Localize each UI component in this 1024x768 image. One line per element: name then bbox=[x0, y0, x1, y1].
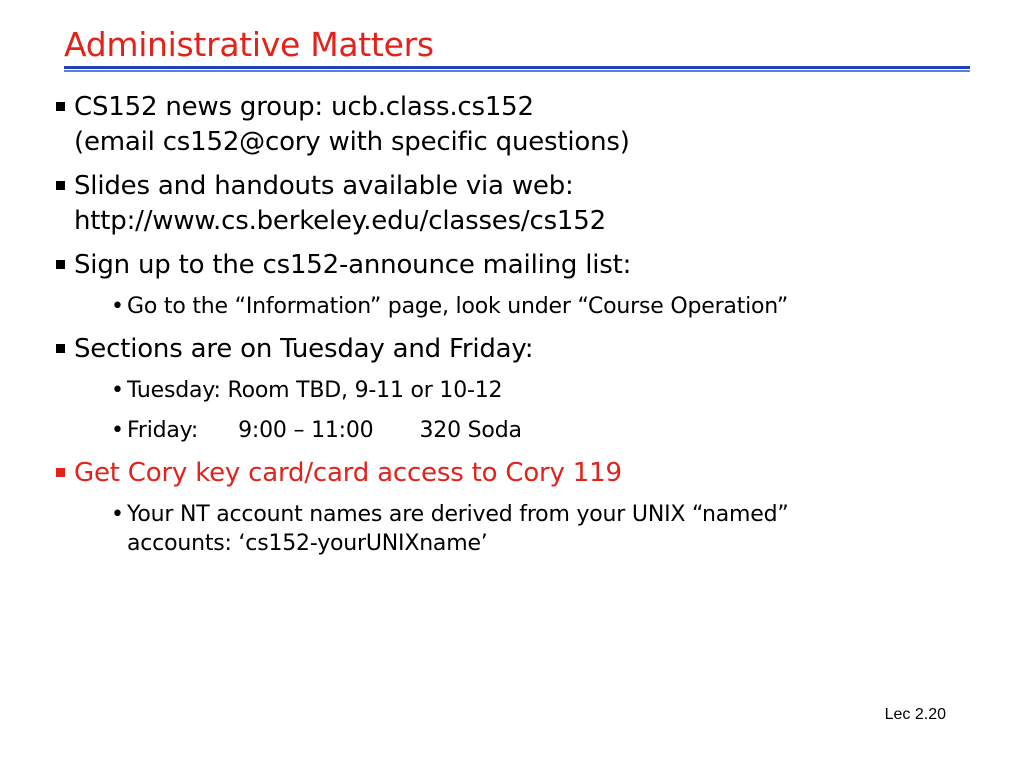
subbullet-tuesday bbox=[111, 376, 986, 405]
bullet-line: CS152 news group: ucb.class.cs152 bbox=[74, 92, 534, 122]
bullet-line: http://www.cs.berkeley.edu/classes/cs152 bbox=[74, 206, 606, 236]
subbullet-line: Go to the “Information” page, look under “Course Operation” bbox=[127, 294, 789, 319]
subbullet-info-page bbox=[111, 292, 986, 321]
bullet-line: Sections are on Tuesday and Friday: bbox=[74, 334, 534, 364]
square-bullet-icon bbox=[56, 181, 65, 190]
subbullet-line: Your NT account names are derived from your UNIX “named” bbox=[127, 502, 789, 527]
bullet-line: Get Cory key card/card access to Cory 119 bbox=[74, 458, 622, 488]
dot-bullet-icon: • bbox=[111, 378, 124, 403]
dot-bullet-icon: • bbox=[111, 294, 124, 319]
dot-bullet-icon: • bbox=[111, 502, 124, 527]
title-underline-secondary bbox=[64, 70, 970, 72]
square-bullet-icon bbox=[56, 260, 65, 269]
square-bullet-icon bbox=[56, 102, 65, 111]
subbullet-friday bbox=[111, 416, 986, 445]
subbullet-line: Tuesday: Room TBD, 9-11 or 10-12 bbox=[127, 378, 503, 403]
slide-number: Lec 2.20 bbox=[884, 706, 946, 723]
subbullet-line bbox=[127, 416, 986, 445]
friday-time: 9:00 – 11:00 bbox=[238, 418, 374, 443]
title-underline bbox=[64, 66, 970, 69]
bullet-key-card bbox=[56, 456, 986, 491]
bullet-list bbox=[56, 90, 986, 569]
square-bullet-icon bbox=[56, 344, 65, 353]
square-bullet-icon bbox=[56, 468, 65, 477]
bullet-line: (email cs152@cory with specific questions) bbox=[74, 127, 630, 157]
bullet-line: Sign up to the cs152-announce mailing list: bbox=[74, 250, 632, 280]
bullet-line: Slides and handouts available via web: bbox=[74, 171, 574, 201]
bullet-news-group bbox=[56, 90, 986, 160]
dot-bullet-icon: • bbox=[111, 418, 124, 443]
subbullet-line: accounts: ‘cs152-yourUNIXname’ bbox=[127, 531, 488, 556]
friday-day: Friday: bbox=[127, 418, 199, 443]
slide-title: Administrative Matters bbox=[64, 25, 434, 64]
bullet-sections bbox=[56, 332, 986, 367]
bullet-slides bbox=[56, 169, 986, 239]
bullet-mailing-list bbox=[56, 248, 986, 283]
friday-room: 320 Soda bbox=[419, 418, 522, 443]
subbullet-nt-account bbox=[111, 500, 986, 558]
